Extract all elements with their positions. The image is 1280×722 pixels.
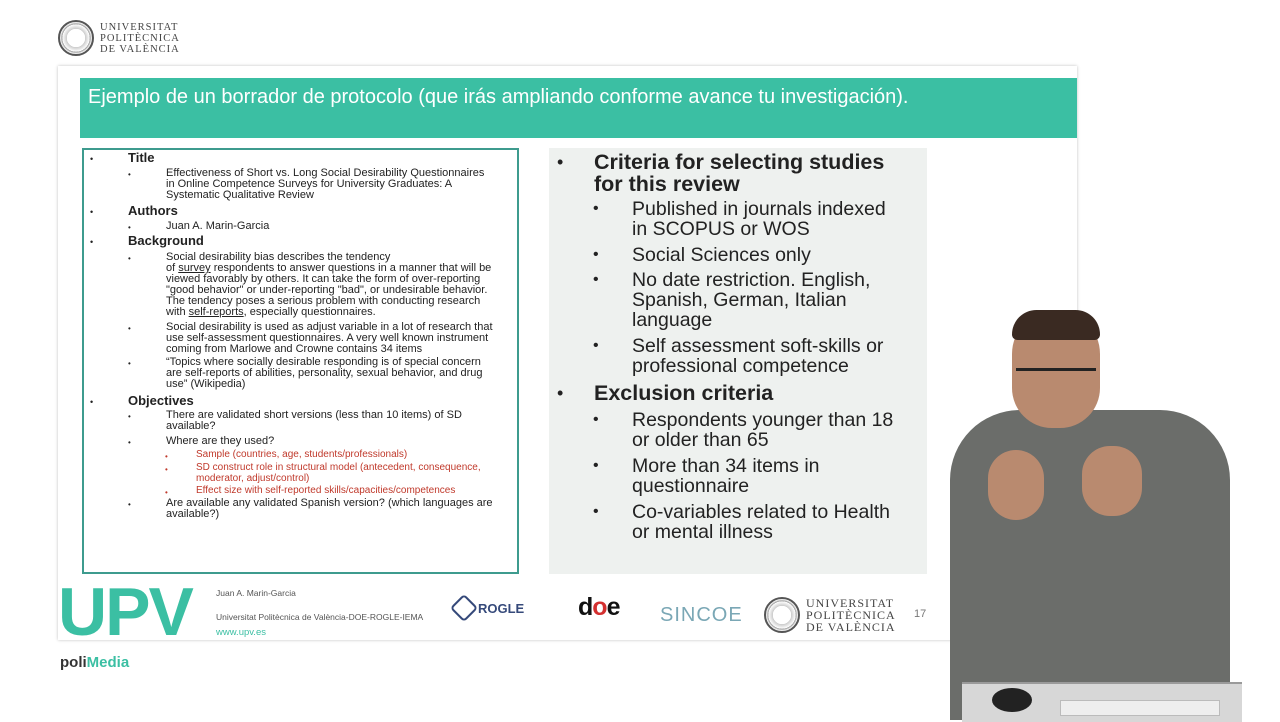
text-line: Spanish, German, Italian <box>632 289 847 311</box>
mouse-icon <box>992 688 1032 712</box>
polimedia-logo <box>60 654 129 671</box>
university-seal-icon <box>58 20 94 56</box>
bullet: • <box>90 397 94 407</box>
text-line: “Topics where socially desirable responding is of special concern <box>166 356 481 368</box>
exclusion-item <box>632 410 927 450</box>
text-line: More than 34 items in <box>632 455 820 477</box>
criteria-heading <box>594 151 924 195</box>
exclusion-item <box>632 456 927 496</box>
text-line: SD construct role in structural model (antecedent, consequence, <box>196 462 481 473</box>
background-heading: Background <box>128 233 204 248</box>
rogle-mark-icon <box>450 594 478 622</box>
bullet: • <box>593 411 599 428</box>
text-line: "good behavior" or under-reporting "bad", or undesirable behavior. <box>166 284 488 296</box>
text-part: respondents to answer questions in a manner that will be <box>210 262 492 274</box>
text-line: Systematic Qualitative Review <box>166 189 314 201</box>
bullet: • <box>593 246 599 263</box>
text-line: There are validated short versions (less than 10 items) of SD <box>166 409 462 421</box>
text-line: language <box>632 309 713 331</box>
text-line: in SCOPUS or WOS <box>632 218 810 240</box>
title-banner <box>80 78 1077 138</box>
criterion-item <box>632 199 927 239</box>
text-line: coming from Marlowe and Crowne contains 34 items <box>166 343 423 355</box>
presenter-glasses <box>1016 368 1096 387</box>
university-name <box>100 22 180 55</box>
bullet: • <box>557 383 564 403</box>
bullet: • <box>90 237 94 247</box>
objective-3 <box>166 498 516 520</box>
background-item-1 <box>166 252 516 318</box>
bullet: • <box>557 152 564 172</box>
presenter-hair <box>1012 310 1100 340</box>
footer-department: Universitat Politècnica de València-DOE-ROGLE-IEMA <box>216 612 424 622</box>
brand-part: Media <box>86 654 130 671</box>
text-line: are self-reports of abilities, personality, sexual behavior, and drug <box>166 367 483 379</box>
university-seal-icon <box>764 597 800 633</box>
university-name-line2: POLITÈCNICA <box>100 32 180 44</box>
objective-2-sub-1: Sample (countries, age, students/professionals) <box>196 449 408 460</box>
objective-1 <box>166 410 516 432</box>
text-line: use self-assessment questionnaires. A very well known instrument <box>166 332 489 344</box>
bullet: • <box>128 359 131 368</box>
bullet: • <box>128 324 131 333</box>
exclusion-item <box>632 502 927 542</box>
text-part: of <box>166 262 179 274</box>
objectives-heading: Objectives <box>128 393 194 408</box>
objective-2: Where are they used? <box>166 435 275 447</box>
slide-title: Ejemplo de un borrador de protocolo (que irás ampliando conforme avance tu investigación). <box>88 86 909 108</box>
bullet: • <box>90 207 94 217</box>
title-heading: Title <box>128 150 155 165</box>
bullet: • <box>128 170 131 179</box>
bullet: • <box>593 200 599 217</box>
background-item-2 <box>166 322 516 355</box>
bullet: • <box>165 452 168 461</box>
bullet: • <box>128 254 131 263</box>
objective-2-sub-2 <box>196 463 516 484</box>
university-name-line3: DE VALÈNCIA <box>100 43 180 55</box>
footer-author: Juan A. Marin-Garcia <box>216 588 296 598</box>
university-name-line1: UNIVERSITAT <box>100 21 179 33</box>
text-line: available?) <box>166 508 220 520</box>
authors-text: Juan A. Marin-Garcia <box>166 220 270 232</box>
university-logo <box>58 20 180 56</box>
text-line: No date restriction. English, <box>632 269 871 291</box>
presenter-hand <box>988 450 1044 520</box>
text-line: Effectiveness of Short vs. Long Social Desirability Questionnaires <box>166 167 485 179</box>
bullet: • <box>128 500 131 509</box>
text-line: use” (Wikipedia) <box>166 378 246 390</box>
criterion-item <box>632 336 927 376</box>
text-part: , especially questionnaires. <box>243 306 376 318</box>
bullet: • <box>90 154 94 164</box>
criterion-item: Social Sciences only <box>632 244 811 266</box>
text-line: for this review <box>594 172 740 196</box>
bullet: • <box>165 465 168 474</box>
text-line: Social desirability bias describes the tendency <box>166 251 391 263</box>
footer-university-name <box>806 597 896 633</box>
criterion-item <box>632 270 927 330</box>
authors-heading: Authors <box>128 203 178 218</box>
protocol-draft-box <box>82 148 519 574</box>
bullet: • <box>593 337 599 354</box>
doe-letter: e <box>606 593 620 621</box>
footer-website-link[interactable]: www.upv.es <box>216 627 266 638</box>
text-line: DE VALÈNCIA <box>806 620 896 634</box>
criteria-panel <box>549 148 927 574</box>
desk <box>962 682 1242 722</box>
rogle-logo-text: ROGLE <box>478 600 525 616</box>
doe-letter: o <box>592 593 607 621</box>
rogle-logo <box>454 598 524 618</box>
doe-letter: d <box>578 593 593 621</box>
text-line: Criteria for selecting studies <box>594 150 885 174</box>
text-line: questionnaire <box>632 475 750 497</box>
upv-logo: UPV <box>58 574 192 640</box>
doe-logo <box>578 593 619 622</box>
bullet: • <box>165 488 168 497</box>
presenter-video <box>920 310 1260 720</box>
text-line: The tendency poses a serious problem with conducting research <box>166 295 481 307</box>
exclusion-heading: Exclusion criteria <box>594 381 774 405</box>
bullet: • <box>128 438 131 447</box>
text-part: with <box>166 306 189 318</box>
text-line: or older than 65 <box>632 429 769 451</box>
text-line: available? <box>166 420 216 432</box>
keyboard-icon <box>1060 700 1220 716</box>
sincoe-logo: SINCOE <box>660 604 743 626</box>
text-line: Social desirability is used as adjust variable in a lot of research that <box>166 321 493 333</box>
bullet: • <box>128 223 131 232</box>
bullet: • <box>128 412 131 421</box>
bullet: • <box>593 503 599 520</box>
text-line <box>166 307 516 318</box>
brand-part: poli <box>60 654 87 671</box>
text-line: or mental illness <box>632 521 773 543</box>
text-line: Published in journals indexed <box>632 198 886 220</box>
title-text <box>166 168 516 201</box>
page-number: 17 <box>914 608 927 620</box>
survey-link[interactable]: survey <box>178 262 211 274</box>
text-line: in Online Competence Surveys for University Graduates: A <box>166 178 453 190</box>
text-line: UNIVERSITAT <box>806 596 895 610</box>
bullet: • <box>593 271 599 288</box>
text-line: Respondents younger than 18 <box>632 409 894 431</box>
text-line: Are available any validated Spanish version? (which languages are <box>166 497 493 509</box>
text-line: Co-variables related to Health <box>632 501 890 523</box>
text-line: viewed favorably by others. It can take the form of over-reporting <box>166 273 481 285</box>
bullet: • <box>593 457 599 474</box>
text-line: moderator, adjust/control) <box>196 472 310 484</box>
presenter-hand <box>1082 446 1142 516</box>
footer-university-logo <box>764 597 896 633</box>
text-line: professional competence <box>632 355 849 377</box>
self-reports-link[interactable]: self-reports <box>188 306 244 318</box>
text-line: Self assessment soft-skills or <box>632 335 884 357</box>
background-item-3 <box>166 357 516 390</box>
text-line: POLITÈCNICA <box>806 608 896 622</box>
objective-2-sub-3: Effect size with self-reported skills/capacities/competences <box>196 485 456 496</box>
